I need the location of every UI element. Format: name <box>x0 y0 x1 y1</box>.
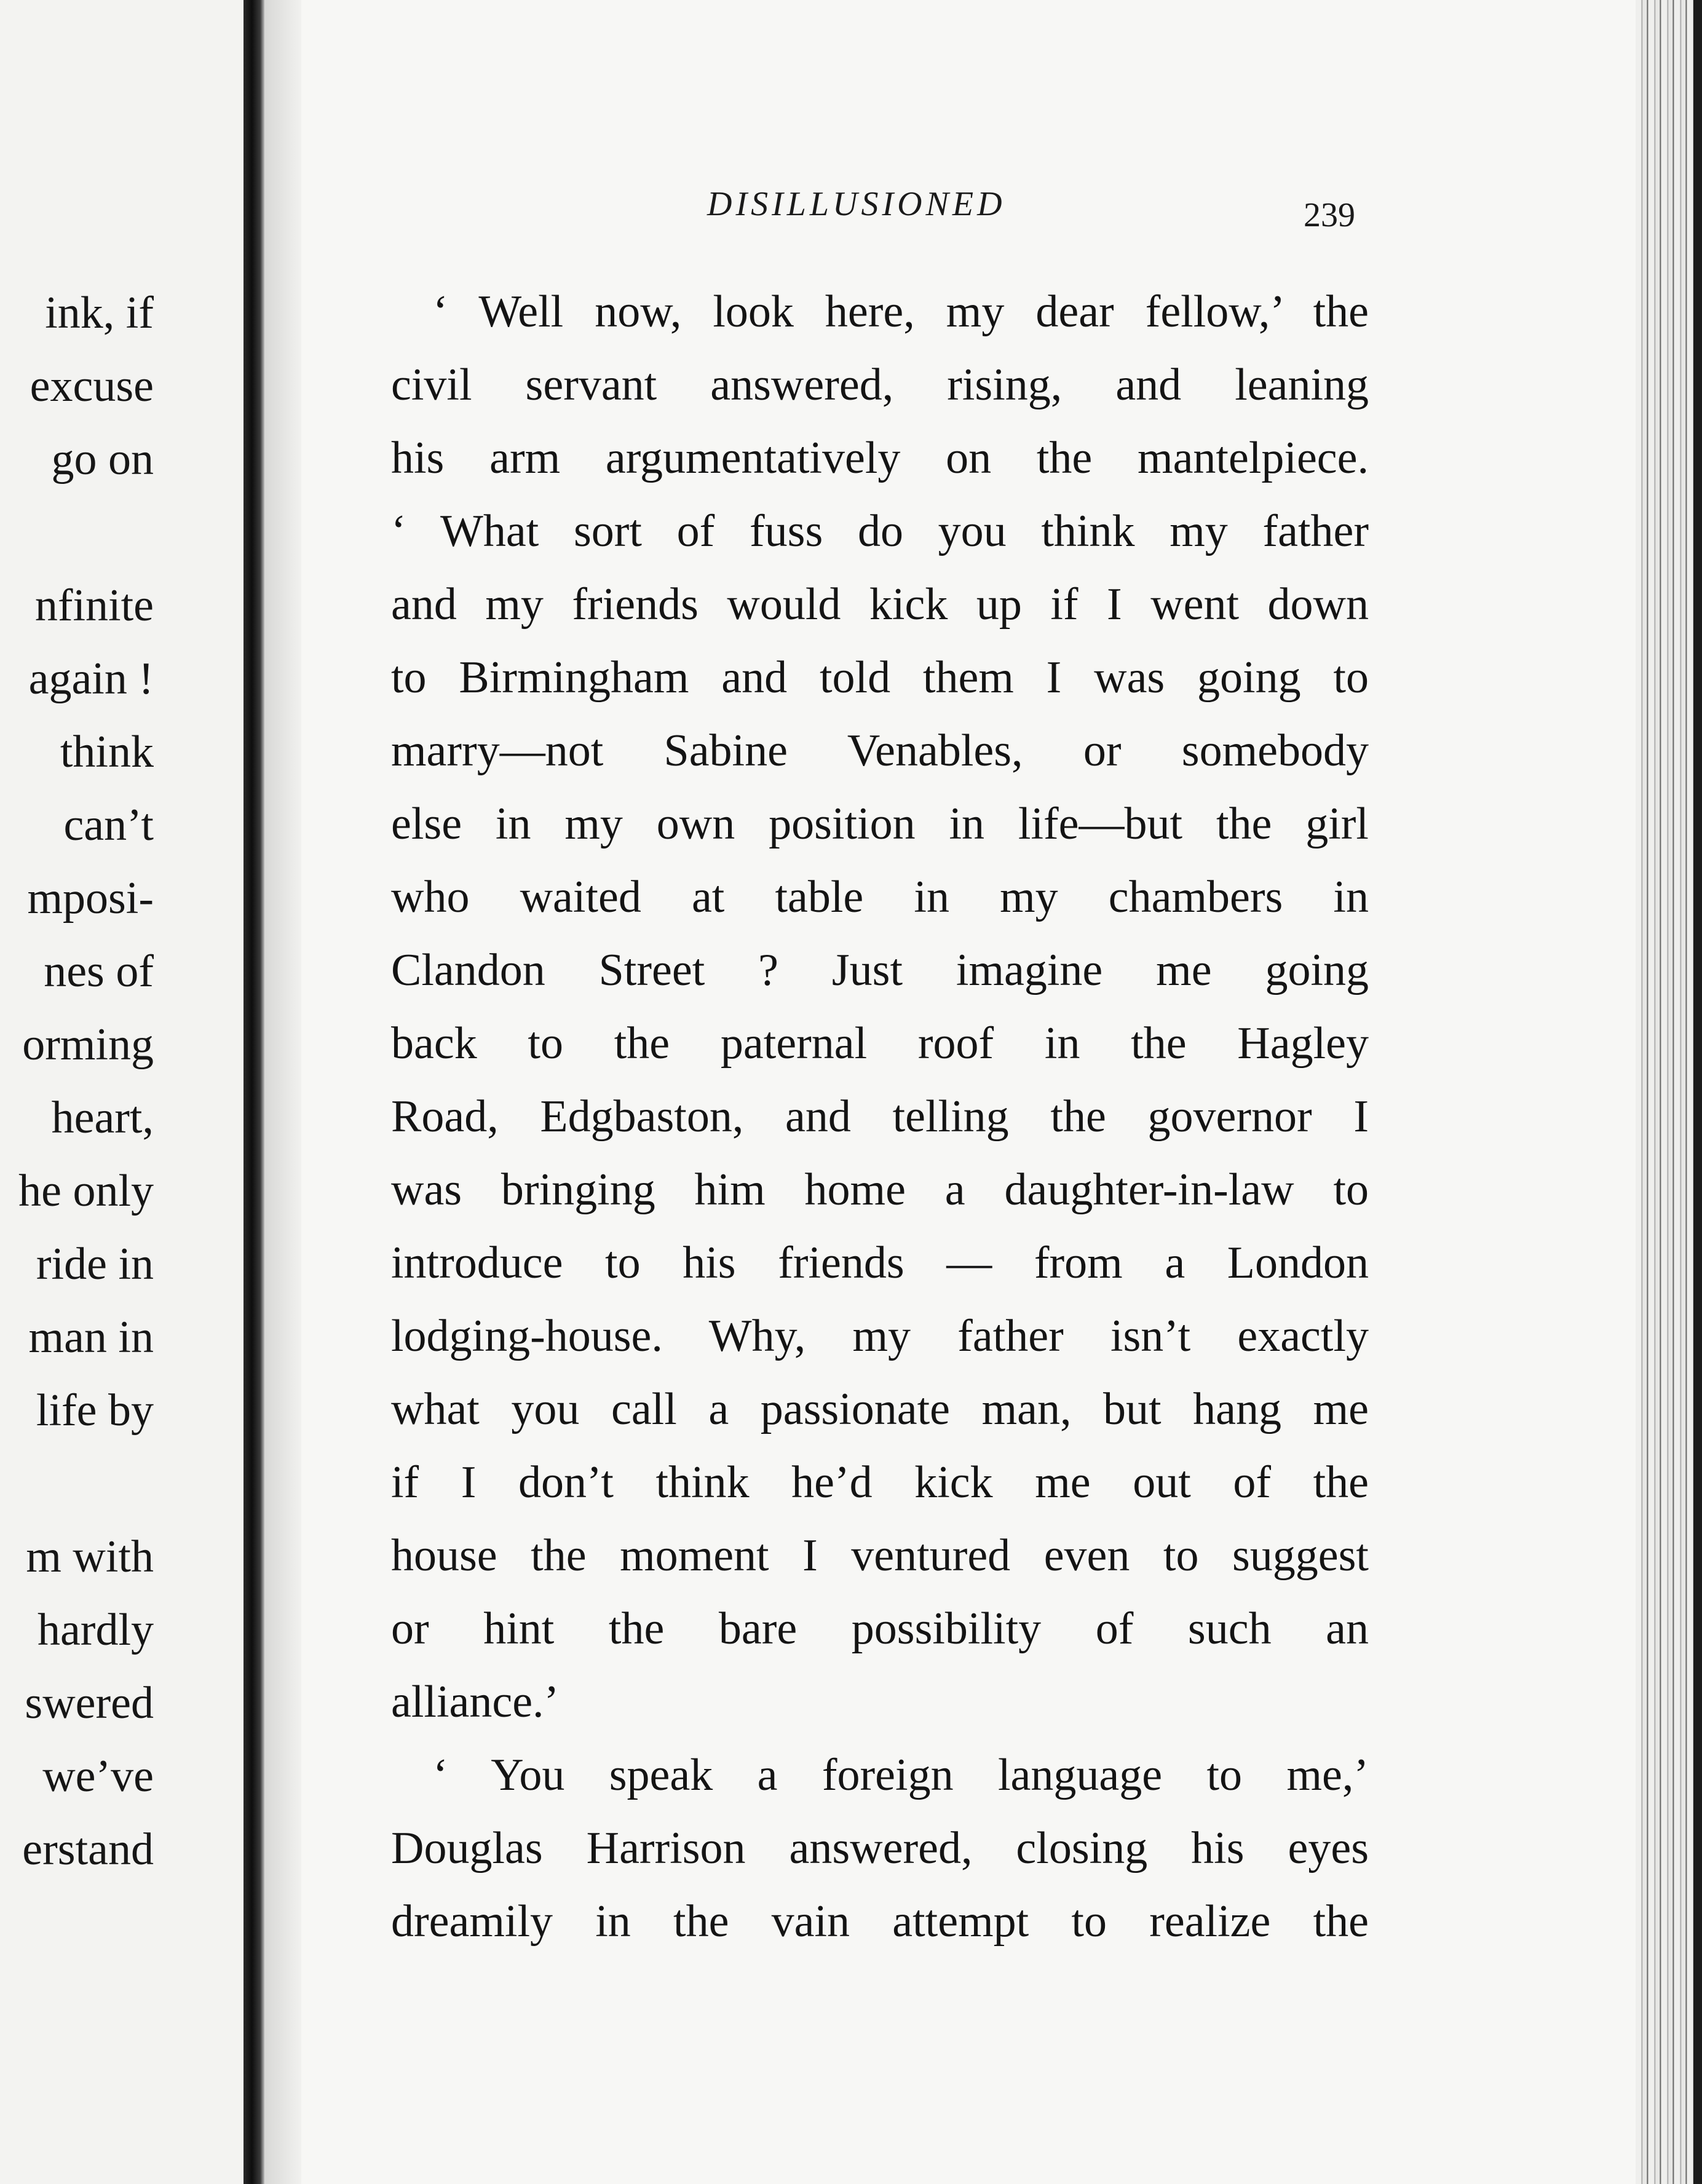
paragraph <box>391 275 1369 1739</box>
text-line: was bringing him home a daughter-in-law to <box>391 1165 1369 1215</box>
book-edge <box>1693 0 1702 2184</box>
text-line: and my friends would kick up if I went down <box>391 579 1369 630</box>
text-line: else in my own position in life—but the girl <box>391 799 1369 849</box>
left-line: nes of <box>44 946 154 997</box>
left-line: again ! <box>28 654 154 704</box>
text-line: civil servant answered, rising, and leaning <box>391 360 1369 410</box>
left-page-text <box>0 277 154 1886</box>
text-line: Clandon Street ? Just imagine me going <box>391 945 1369 995</box>
left-line: life by <box>36 1385 154 1436</box>
left-line: excuse <box>30 361 154 411</box>
left-line <box>0 1447 154 1521</box>
text-line: back to the paternal roof in the Hagley <box>391 1018 1369 1069</box>
text-line: Road, Edgbaston, and telling the governor I <box>391 1091 1369 1142</box>
left-line <box>0 496 154 569</box>
text-line: marry—not Sabine Venables, or somebody <box>391 726 1369 776</box>
text-line: house the moment I ventured even to suggest <box>391 1530 1369 1581</box>
book-gutter <box>243 0 264 2184</box>
text-line: ‘ You speak a foreign language to me,’ <box>433 1750 1369 1800</box>
text-line: who waited at table in my chambers in <box>391 872 1369 922</box>
right-page <box>301 0 1636 2184</box>
left-line: orming <box>22 1019 154 1070</box>
page-edges <box>1636 0 1702 2184</box>
left-page <box>0 0 246 2184</box>
left-line: think <box>60 727 154 777</box>
text-line: what you call a passionate man, but hang me <box>391 1384 1369 1434</box>
left-line: hardly <box>37 1605 154 1655</box>
text-line: his arm argumentatively on the mantelpiece. <box>391 433 1369 483</box>
left-line: m with <box>26 1532 154 1582</box>
left-line: erstand <box>22 1824 154 1875</box>
running-head: DISILLUSIONED <box>707 185 1006 223</box>
left-line: man in <box>28 1312 154 1363</box>
text-line: dreamily in the vain attempt to realize the <box>391 1896 1369 1947</box>
gutter-shadow <box>264 0 301 2184</box>
text-line: alliance.’ <box>391 1677 560 1727</box>
text-line: ‘ Well now, look here, my dear fellow,’ the <box>433 287 1369 337</box>
left-line: swered <box>25 1678 154 1728</box>
left-line: ink, if <box>45 288 154 338</box>
text-line: if I don’t think he’d kick me out of the <box>391 1457 1369 1508</box>
left-line: nfinite <box>34 580 154 631</box>
left-line: ride in <box>36 1239 154 1289</box>
text-line: Douglas Harrison answered, closing his eyes <box>391 1823 1369 1873</box>
text-line: ‘ What sort of fuss do you think my father <box>391 506 1369 556</box>
left-line: we’ve <box>42 1751 154 1802</box>
left-line: heart, <box>51 1093 154 1143</box>
paragraph <box>391 1739 1369 1958</box>
text-line: introduce to his friends — from a London <box>391 1238 1369 1288</box>
left-line: go on <box>51 434 154 485</box>
text-line: lodging-house. Why, my father isn’t exactly <box>391 1311 1369 1361</box>
left-line: he only <box>18 1166 154 1216</box>
left-line: can’t <box>63 800 154 850</box>
text-line: to Birmingham and told them I was going to <box>391 652 1369 703</box>
page-number: 239 <box>1304 196 1355 234</box>
body-text <box>391 275 1369 1958</box>
left-line: mposi- <box>27 873 154 924</box>
text-line: or hint the bare possibility of such an <box>391 1604 1369 1654</box>
